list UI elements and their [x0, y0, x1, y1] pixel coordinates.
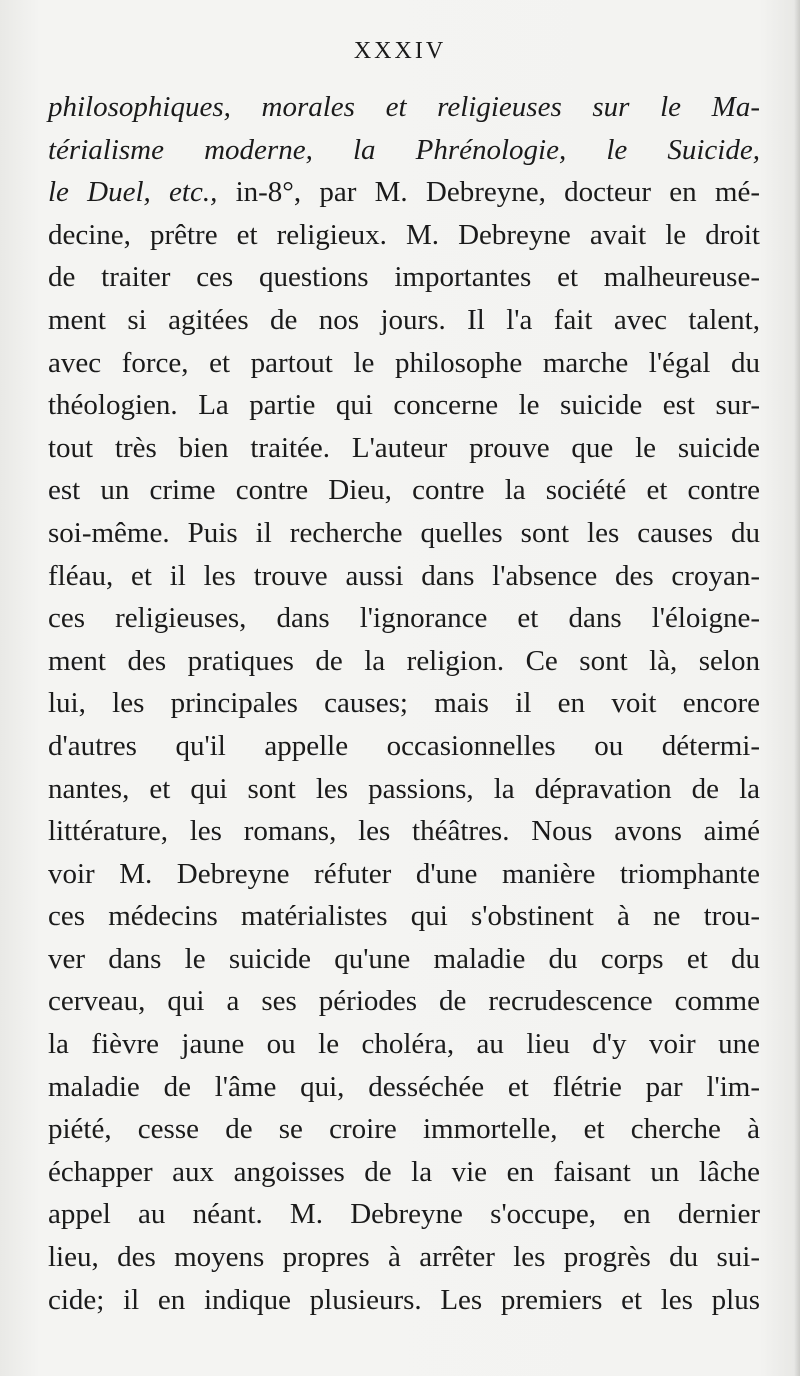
text-line-13: ces religieuses, dans l'ignorance et dans l'éloigne- [48, 602, 760, 635]
page-number: XXXIV [353, 38, 447, 64]
text-line-22: cerveau, qui a ses périodes de recrudescence comme [48, 985, 760, 1018]
text-line-1: philosophiques, morales et religieuses sur le Ma- [48, 91, 760, 123]
text-line-25: piété, cesse de se croire immortelle, et cherche à [48, 1113, 760, 1146]
text-line-15: lui, les principales causes; mais il en voit encore [48, 687, 760, 720]
text-line-27: appel au néant. M. Debreyne s'occupe, en dernier [48, 1198, 760, 1231]
text-line-7: avec force, et partout le philosophe marche l'égal du [48, 346, 760, 379]
text-line-20: ces médecins matérialistes qui s'obstinent à ne trou- [48, 900, 760, 933]
text-line-16: d'autres qu'il appelle occasionnelles ou détermi- [48, 729, 760, 762]
text-line-19: voir M. Debreyne réfuter d'une manière triomphante [48, 857, 760, 890]
text-line-10: est un crime contre Dieu, contre la société et contre [48, 474, 760, 507]
text-line-3-italic: le Duel, etc., [48, 176, 218, 209]
text-line-21: ver dans le suicide qu'une maladie du corps et du [48, 942, 760, 975]
text-line-8: théologien. La partie qui concerne le suicide est sur- [48, 389, 760, 422]
text-line-12: fléau, et il les trouve aussi dans l'absence des croyan- [48, 559, 760, 592]
text-line-17: nantes, et qui sont les passions, la dépravation de la [48, 772, 760, 805]
page-edge-shadow [794, 0, 800, 1376]
text-line-11: soi-même. Puis il recherche quelles sont les causes du [48, 516, 760, 549]
text-line-3-roman: in-8°, par M. Debreyne, docteur en mé- [217, 176, 760, 209]
text-line-18: littérature, les romans, les théâtres. Nous avons aimé [48, 815, 760, 848]
text-line-6: ment si agitées de nos jours. Il l'a fait avec talent, [48, 303, 760, 336]
text-line-4: decine, prêtre et religieux. M. Debreyne avait le droit [48, 218, 760, 251]
text-line-3 [48, 171, 760, 214]
text-line-28: lieu, des moyens propres à arrêter les progrès du sui- [48, 1241, 760, 1274]
text-line-5: de traiter ces questions importantes et malheureuse- [48, 261, 760, 294]
text-line-9: tout très bien traitée. L'auteur prouve que le suicide [48, 431, 760, 464]
text-line-29: cide; il en indique plusieurs. Les premiers et les plus [48, 1283, 760, 1316]
text-line-23: la fièvre jaune ou le choléra, au lieu d'y voir une [48, 1028, 760, 1061]
text-line-2: térialisme moderne, la Phrénologie, le Suicide, [48, 133, 760, 166]
text-line-24: maladie de l'âme qui, desséchée et flétrie par l'im- [48, 1070, 760, 1103]
text-line-26: échapper aux angoisses de la vie en faisant un lâche [48, 1155, 760, 1188]
text-line-14: ment des pratiques de la religion. Ce sont là, selon [48, 644, 760, 677]
body-text [48, 86, 760, 1321]
